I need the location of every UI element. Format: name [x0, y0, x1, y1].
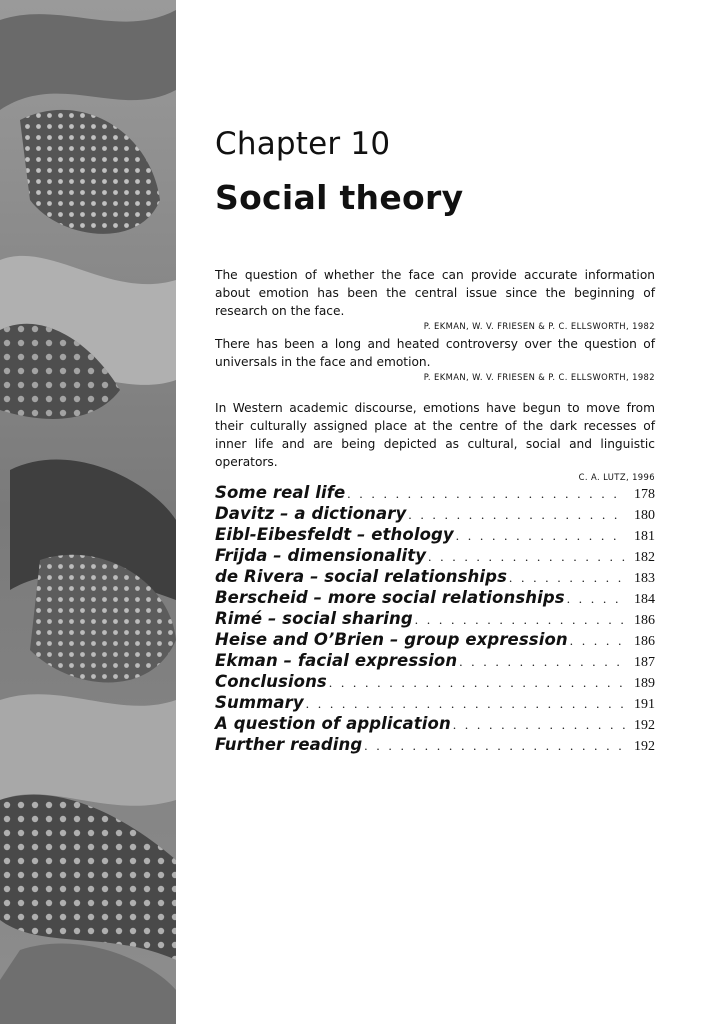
quote-text: There has been a long and heated controversy over the question of universals in the face and emotion.: [215, 337, 655, 369]
toc-entry[interactable]: [215, 608, 655, 629]
abstract-dotted-pattern: [0, 0, 176, 1024]
toc-entry-page: 186: [634, 613, 655, 628]
toc-entry-title: Conclusions: [215, 672, 327, 691]
toc-leader-dots: [459, 651, 625, 672]
toc-entry-page: 183: [634, 571, 655, 586]
toc-entry-title: Rimé – social sharing: [215, 609, 413, 628]
toc-leader-dots: [570, 630, 625, 651]
quote-text: The question of whether the face can provide accurate information about emotion has been the central issue since the beginning of research on the face.: [215, 268, 655, 318]
toc-entry-page: 180: [634, 508, 655, 523]
toc-entry-page: 181: [634, 529, 655, 544]
toc-entry[interactable]: [215, 629, 655, 650]
quote-attribution: P. EKMAN, W. V. FRIESEN & P. C. ELLSWORTH, 1982: [423, 321, 655, 331]
toc-leader-dots: [415, 609, 625, 630]
toc-entry-page: 184: [634, 592, 655, 607]
toc-leader-dots: [456, 525, 625, 546]
toc-entry-title: Summary: [215, 693, 304, 712]
chapter-title: Social theory: [215, 178, 464, 217]
toc-entry-title: Eibl-Eibesfeldt – ethology: [215, 525, 454, 544]
toc-entry[interactable]: [215, 734, 655, 755]
toc-entry-page: 187: [634, 655, 655, 670]
toc-entry-page: 182: [634, 550, 655, 565]
toc-leader-dots: [428, 546, 625, 567]
toc-entry-title: de Rivera – social relationships: [215, 567, 507, 586]
epigraph-quote: [215, 266, 655, 332]
toc-entry-title: A question of application: [215, 714, 451, 733]
toc-entry-page: 192: [634, 739, 655, 754]
toc-entry[interactable]: [215, 545, 655, 566]
toc-entry[interactable]: [215, 650, 655, 671]
toc-entry[interactable]: [215, 524, 655, 545]
toc-entry[interactable]: [215, 566, 655, 587]
toc-entry-title: Heise and O’Brien – group expression: [215, 630, 568, 649]
toc-entry-page: 186: [634, 634, 655, 649]
toc-entry[interactable]: [215, 713, 655, 734]
toc-leader-dots: [509, 567, 625, 588]
toc-leader-dots: [306, 693, 625, 714]
chapter-number: Chapter 10: [215, 126, 391, 162]
toc-entry[interactable]: [215, 482, 655, 503]
toc-entry[interactable]: [215, 587, 655, 608]
decorative-side-artwork: [0, 0, 176, 1024]
toc-entry[interactable]: [215, 503, 655, 524]
epigraph-quote: [215, 335, 655, 383]
toc-entry-page: 178: [634, 487, 655, 502]
chapter-contents: [215, 482, 655, 755]
toc-entry-title: Berscheid – more social relationships: [215, 588, 565, 607]
toc-leader-dots: [347, 483, 625, 504]
toc-entry-title: Davitz – a dictionary: [215, 504, 407, 523]
toc-leader-dots: [364, 735, 625, 756]
toc-entry-title: Ekman – facial expression: [215, 651, 458, 670]
quote-attribution: C. A. LUTZ, 1996: [578, 472, 655, 482]
quote-attribution: P. EKMAN, W. V. FRIESEN & P. C. ELLSWORTH, 1982: [423, 372, 655, 382]
quote-text: In Western academic discourse, emotions have begun to move from their culturally assigned place at the centre of the dark recesses of inner life and are being depicted as cultural, social and linguistic operators.: [215, 401, 655, 469]
toc-leader-dots: [453, 714, 625, 735]
epigraph-quote: [215, 399, 655, 483]
toc-entry-page: 192: [634, 718, 655, 733]
toc-entry[interactable]: [215, 671, 655, 692]
toc-leader-dots: [408, 504, 625, 525]
toc-entry[interactable]: [215, 692, 655, 713]
toc-entry-page: 191: [634, 697, 655, 712]
toc-entry-page: 189: [634, 676, 655, 691]
toc-entry-title: Further reading: [215, 735, 363, 754]
toc-entry-title: Frijda – dimensionality: [215, 546, 427, 565]
toc-leader-dots: [567, 588, 625, 609]
toc-leader-dots: [329, 672, 625, 693]
toc-entry-title: Some real life: [215, 483, 346, 502]
